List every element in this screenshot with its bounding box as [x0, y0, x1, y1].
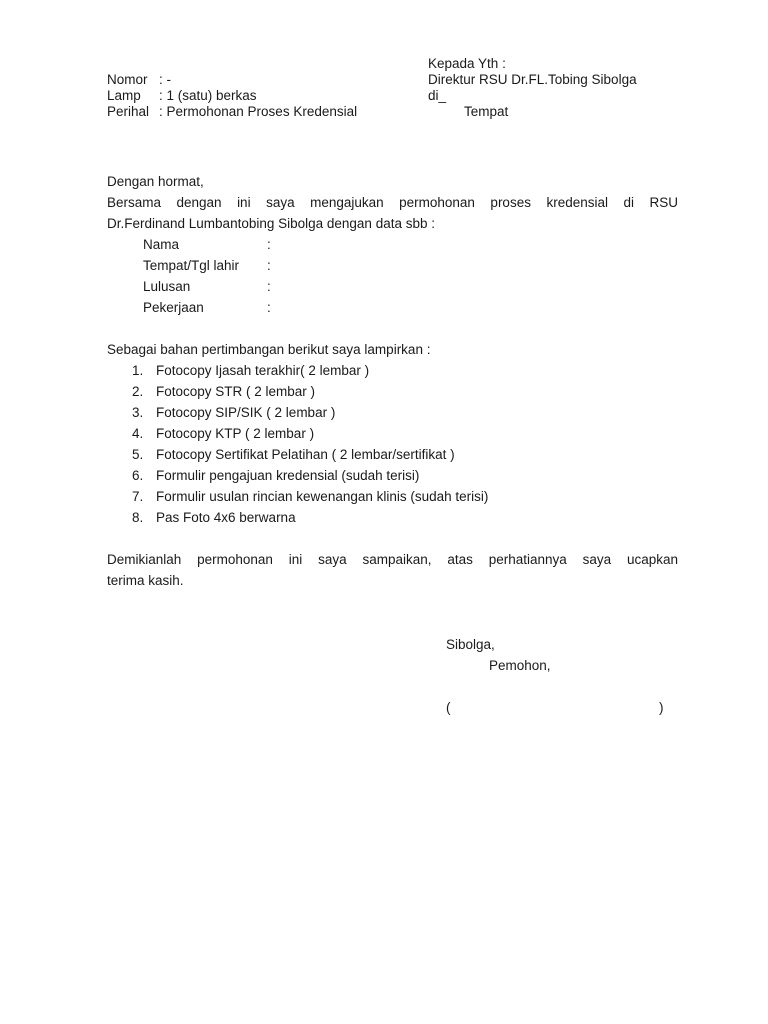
- nomor-value: : -: [159, 72, 171, 87]
- field-colon: :: [267, 279, 271, 294]
- recipient-kepada: Kepada Yth :: [428, 56, 506, 71]
- perihal-value: : Permohonan Proses Kredensial: [159, 104, 358, 119]
- list-item: Fotocopy Ijasah terakhir( 2 lembar ): [156, 363, 370, 378]
- list-item: Pas Foto 4x6 berwarna: [156, 510, 296, 525]
- field-colon: :: [267, 237, 271, 252]
- field-label: Tempat/Tgl lahir: [143, 258, 240, 273]
- list-item: Fotocopy STR ( 2 lembar ): [156, 384, 316, 399]
- field-lulusan: [143, 279, 271, 295]
- signature-open-paren: (: [446, 700, 451, 715]
- list-item: Fotocopy SIP/SIK ( 2 lembar ): [156, 405, 336, 420]
- list-item-number: 5.: [132, 447, 144, 462]
- salutation: Dengan hormat,: [107, 174, 204, 189]
- list-item: Formulir usulan rincian kewenangan klinis (sudah terisi): [156, 489, 489, 504]
- header-nomor: [107, 72, 171, 88]
- lamp-value: : 1 (satu) berkas: [159, 88, 257, 103]
- field-label: Pekerjaan: [143, 300, 204, 315]
- list-item: Fotocopy KTP ( 2 lembar ): [156, 426, 315, 441]
- list-item-number: 2.: [132, 384, 144, 399]
- list-item-number: 8.: [132, 510, 144, 525]
- list-item: Formulir pengajuan kredensial (sudah terisi): [156, 468, 420, 483]
- intro-line-2: Dr.Ferdinand Lumbantobing Sibolga dengan data sbb :: [107, 216, 435, 231]
- header-lamp: [107, 88, 257, 104]
- closing-line-1: Demikianlah permohonan ini saya sampaikan, atas perhatiannya saya ucapkan: [107, 552, 678, 567]
- field-colon: :: [267, 300, 271, 315]
- recipient-di: di_: [428, 88, 447, 103]
- recipient-direktur: Direktur RSU Dr.FL.Tobing Sibolga: [428, 72, 637, 87]
- field-pekerjaan: [143, 300, 271, 316]
- signature-place: Sibolga,: [446, 637, 495, 652]
- list-item: Fotocopy Sertifikat Pelatihan ( 2 lembar/sertifikat ): [156, 447, 455, 462]
- field-nama: [143, 237, 271, 253]
- attachments-intro: Sebagai bahan pertimbangan berikut saya lampirkan :: [107, 342, 431, 357]
- field-label: Lulusan: [143, 279, 191, 294]
- nomor-label: Nomor: [107, 72, 148, 87]
- signature-close-paren: ): [659, 700, 664, 715]
- list-item-number: 7.: [132, 489, 144, 504]
- list-item-number: 3.: [132, 405, 144, 420]
- list-item-number: 6.: [132, 468, 144, 483]
- recipient-tempat: Tempat: [464, 104, 509, 119]
- perihal-label: Perihal: [107, 104, 150, 119]
- field-colon: :: [267, 258, 271, 273]
- field-tempat-tgl-lahir: [143, 258, 271, 274]
- lamp-label: Lamp: [107, 88, 141, 103]
- header-perihal: [107, 104, 357, 120]
- field-label: Nama: [143, 237, 180, 252]
- signature-role: Pemohon,: [489, 658, 551, 673]
- intro-line-1: Bersama dengan ini saya mengajukan permohonan proses kredensial di RSU: [107, 195, 678, 210]
- list-item-number: 1.: [132, 363, 144, 378]
- closing-line-2: terima kasih.: [107, 573, 184, 588]
- list-item-number: 4.: [132, 426, 144, 441]
